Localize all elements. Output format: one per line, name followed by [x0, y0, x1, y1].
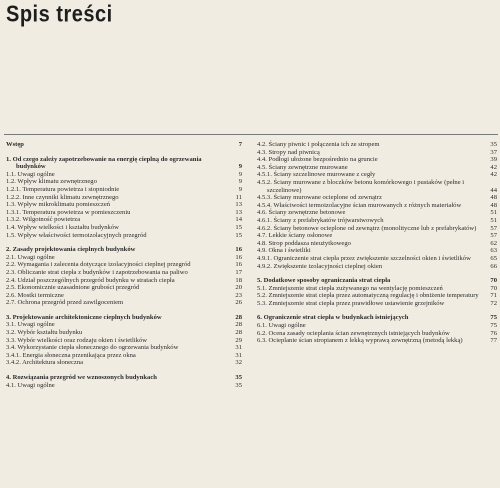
toc-entry-title: 2.5. Ekonomicznie uzasadnione grubości przegród — [6, 284, 140, 292]
toc-entry — [6, 201, 242, 209]
toc-entry — [257, 247, 497, 255]
toc-entry-title: 2.6. Mostki termiczne — [6, 291, 64, 299]
toc-entry-title: 4.3. Stropy nad piwnicą — [257, 148, 320, 156]
toc-entry — [6, 216, 242, 224]
toc-entry-title: 4.5.4. Właściwości termoizolacyjne ścian murowanych z różnych materiałów — [257, 201, 462, 209]
toc-page-number: 16 — [235, 253, 242, 261]
toc-entry — [6, 209, 242, 217]
toc-entry-title: 5. Dodatkowe sposoby ograniczania strat ciepła — [257, 277, 391, 285]
toc-entry — [6, 382, 242, 390]
toc-entry-title: 4.2. Ściany piwnic i połączenia ich ze stropem — [257, 141, 380, 148]
toc-entry-title: 4.5.1. Ściany szczelinowe murowane z cegły — [257, 171, 376, 179]
toc-page-number: 16 — [235, 261, 242, 269]
divider — [4, 134, 498, 135]
toc-page-number: 29 — [235, 336, 242, 344]
toc-page-number: 14 — [235, 216, 242, 224]
toc-entry — [6, 321, 242, 329]
toc-entry-title: 4.5.3. Ściany murowane ocieplone od zewnątrz — [257, 194, 382, 202]
toc-entry — [257, 322, 497, 330]
toc-page-number: 48 — [490, 201, 497, 209]
toc-page-number: 62 — [490, 239, 497, 247]
toc-entry-title: 3. Projektowanie architektoniczne cieplnych budynków — [6, 313, 162, 321]
toc-entry-title: 3.4. Wykorzystanie ciepła słonecznego do ogrzewania budynków — [6, 344, 179, 352]
toc-entry-title: 6. Ograniczenie strat ciepła w budynkach istniejących — [257, 314, 409, 322]
toc-entry — [6, 337, 242, 345]
toc-entry — [257, 171, 497, 179]
toc-entry — [257, 141, 497, 149]
toc-entry-title: 1.2.2. Inne czynniki klimatu zewnętrznego — [6, 193, 119, 201]
toc-entry-title: 2.2. Wymagania i zalecenia dotyczące izolacyjności cieplnej przegród — [6, 261, 191, 269]
toc-entry-title: 3.3. Wybór wielkości oraz rodzaju okien i świetlików — [6, 336, 148, 344]
toc-entry-title: 1.3.1. Temperatura powietrza w pomieszczeniu — [6, 208, 131, 216]
toc-page-number: 28 — [235, 329, 242, 337]
toc-page-number: 31 — [235, 344, 242, 352]
toc-entry — [6, 344, 242, 352]
toc-entry — [6, 284, 242, 292]
toc-entry — [6, 232, 242, 240]
toc-entry-title: 2.1. Uwagi ogólne — [6, 253, 55, 261]
toc-entry — [6, 269, 242, 277]
toc-entry-title: 2.7. Ochrona przegród przed zawilgoceniem — [6, 299, 124, 307]
toc-entry-title: 4.5. Ściany zewnętrzne murowane — [257, 163, 348, 171]
toc-page-number: 37 — [490, 148, 497, 156]
toc-entry-title: 6.2. Ocena zasady ocieplania ścian zewnętrznych istniejących budynków — [257, 329, 450, 337]
toc-page-number: 26 — [235, 299, 242, 307]
toc-column-left — [6, 141, 242, 389]
toc-page-number: 28 — [235, 321, 242, 329]
toc-page-number: 75 — [490, 314, 497, 322]
toc-entry — [257, 179, 497, 194]
toc-page-number: 9 — [238, 163, 242, 171]
toc-page-number: 16 — [235, 246, 242, 254]
toc-entry — [6, 329, 242, 337]
toc-entry-title: 4.8. Strop poddasza nieużytkowego — [257, 239, 351, 247]
toc-page-number: 42 — [490, 171, 497, 179]
toc-entry — [6, 186, 242, 194]
toc-page-number: 77 — [490, 337, 497, 345]
toc-page-number: 57 — [490, 232, 497, 240]
toc-page-number: 76 — [490, 329, 497, 337]
toc-page-number: 71 — [490, 292, 497, 300]
toc-entry — [6, 261, 242, 269]
toc-page-number: 31 — [235, 351, 242, 359]
toc-entry-title: 4.9. Okna i świetliki — [257, 247, 311, 255]
toc-page-number: 65 — [490, 254, 497, 262]
toc-page-number: 39 — [490, 156, 497, 164]
toc-entry-title: 5.3. Zmniejszenie strat ciepła przez prawidłowe ustawienie grzejników — [257, 299, 445, 307]
toc-page-number: 11 — [235, 193, 242, 201]
toc-entry — [257, 149, 497, 157]
toc-page-number: 66 — [490, 262, 497, 270]
toc-entry — [6, 194, 242, 202]
toc-entry — [257, 337, 497, 345]
toc-page-number: 70 — [490, 284, 497, 292]
toc-page-number: 32 — [235, 359, 242, 367]
toc-page-number: 75 — [490, 322, 497, 330]
toc-entry — [6, 171, 242, 179]
toc-entry-title: 3.4.1. Energia słoneczna przenikająca przez okna — [6, 351, 136, 359]
toc-entry — [6, 359, 242, 367]
toc-entry-title: 1.1. Uwagi ogólne — [6, 170, 55, 178]
toc-entry — [6, 299, 242, 307]
toc-entry — [6, 277, 242, 285]
toc-entry — [257, 300, 497, 308]
toc-entry — [257, 240, 497, 248]
toc-entry — [6, 352, 242, 360]
toc-page-number: 63 — [490, 247, 497, 255]
toc-entry-title: 3.1. Uwagi ogólne — [6, 321, 55, 329]
toc-entry — [6, 224, 242, 232]
toc-entry-title: 6.1. Uwagi ogólne — [257, 322, 306, 330]
toc-entry — [257, 225, 497, 233]
toc-entry-title: 4.5.2. Ściany murowane z bloczków betonu komórkowego i pustaków (pełne i szczelinowe) — [257, 178, 465, 194]
toc-entry-title: 5.2. Zmniejszenie strat ciepła przez automatyczną regulację i obniżenie temperatury — [257, 292, 479, 300]
toc-entry — [257, 194, 497, 202]
toc-entry-title: 4.9.1. Ograniczenie strat ciepła przez zwiększenie szczelności okien i świetlików — [257, 254, 471, 262]
toc-page-number: 35 — [490, 141, 497, 148]
toc-entry-title: 3.4.2. Architektura słoneczna — [6, 359, 84, 367]
toc-page-number: 48 — [490, 194, 497, 202]
toc-page-number: 72 — [490, 299, 497, 307]
toc-page-number: 17 — [235, 268, 242, 276]
toc-page-number: 13 — [235, 201, 242, 209]
toc-entry — [6, 292, 242, 300]
toc-entry-title: 1.3.2. Wilgotność powietrza — [6, 216, 81, 224]
toc-entry — [257, 209, 497, 217]
toc-entry-title: 4.4. Podłogi ułożone bezpośrednio na gruncie — [257, 156, 378, 164]
toc-entry — [6, 178, 242, 186]
toc-entry — [257, 285, 497, 293]
toc-entry — [257, 330, 497, 338]
toc-page-number: 9 — [238, 185, 242, 193]
toc-entry-title: 4.6.2. Ściany betonowe ocieplone od zewnątrz (monolityczne lub z prefabrykatów) — [257, 224, 477, 232]
toc-entry-title: 1.2.1. Temperatura powietrza i stopniodnie — [6, 185, 120, 193]
toc-page-number: 15 — [235, 223, 242, 231]
toc-page-number: 44 — [490, 186, 497, 194]
toc-entry — [257, 232, 497, 240]
toc-page-number: 20 — [235, 284, 242, 292]
toc-entry-title: 1.4. Wpływ wielkości i kształtu budynków — [6, 223, 119, 231]
toc-entry-title: 1.2. Wpływ klimatu zewnętrznego — [6, 178, 97, 186]
toc-page-number: 9 — [238, 178, 242, 186]
toc-entry — [257, 255, 497, 263]
toc-page-number: 51 — [490, 216, 497, 224]
page-title: Spis treści — [6, 2, 113, 28]
toc-page-number: 23 — [235, 291, 242, 299]
toc-entry-title: 4. Rozwiązania przegród we wznoszonych budynkach — [6, 374, 157, 382]
toc-entry-title: Wstęp — [6, 141, 24, 148]
toc-section-heading — [6, 156, 242, 171]
toc-page-number: 18 — [235, 276, 242, 284]
toc-page-number: 28 — [235, 313, 242, 321]
toc-entry-title: 1.3. Wpływ mikroklimatu pomieszczeń — [6, 201, 111, 209]
toc-entry — [257, 156, 497, 164]
toc-page-number: 9 — [238, 170, 242, 178]
toc-page-number: 7 — [238, 141, 242, 148]
toc-entry-title: 4.7. Lekkie ściany osłonowe — [257, 232, 333, 240]
toc-entry — [257, 217, 497, 225]
toc-page-number: 42 — [490, 163, 497, 171]
toc-column-right — [257, 141, 497, 345]
toc-page-number: 51 — [490, 209, 497, 217]
toc-section-heading — [6, 246, 242, 254]
toc-entry-title: 6.3. Ocieplanie ścian stropianem z lekką wyprawą zewnętrzną (metodą lekką) — [257, 337, 463, 345]
toc-entry-title: 4.6. Ściany zewnętrzne betonowe — [257, 209, 346, 217]
toc-entry-title: 4.6.1. Ściany z prefabrykatów trójwarstwowych — [257, 216, 384, 224]
toc-entry-title: 2. Zasady projektowania cieplnych budynków — [6, 246, 136, 254]
toc-entry-title: 5.1. Zmniejszenie strat ciepła zużywanego na wentylację pomieszczeń — [257, 284, 443, 292]
toc-section-heading — [6, 141, 242, 149]
toc-entry — [257, 292, 497, 300]
toc-entry-title: 4.9.2. Zwiększenie izolacyjności cieplnej okien — [257, 262, 383, 270]
toc-page-number: 13 — [235, 208, 242, 216]
toc-section-heading — [257, 314, 497, 322]
toc-entry-title: 1. Od czego zależy zapotrzebowanie na energię cieplną do ogrzewania budynków — [6, 155, 202, 171]
toc-entry-title: 1.5. Wpływ właściwości termoizolacyjnych przegród — [6, 231, 147, 239]
toc-page-number: 35 — [235, 374, 242, 382]
toc-entry-title: 4.1. Uwagi ogólne — [6, 381, 55, 389]
toc-section-heading — [257, 277, 497, 285]
toc-entry-title: 3.2. Wybór kształtu budynku — [6, 329, 83, 337]
toc-page-number: 15 — [235, 231, 242, 239]
toc-section-heading — [6, 314, 242, 322]
toc-entry — [6, 254, 242, 262]
toc-entry — [257, 263, 497, 271]
toc-page-number: 57 — [490, 224, 497, 232]
toc-page-number: 70 — [490, 277, 497, 285]
toc-page-number: 35 — [235, 381, 242, 389]
toc-section-heading — [6, 374, 242, 382]
toc-entry-title: 2.3. Obliczanie strat ciepła z budynków i zapotrzebowania na paliwo — [6, 268, 188, 276]
toc-entry-title: 2.4. Udział poszczególnych przegród budynku w stratach ciepła — [6, 276, 175, 284]
